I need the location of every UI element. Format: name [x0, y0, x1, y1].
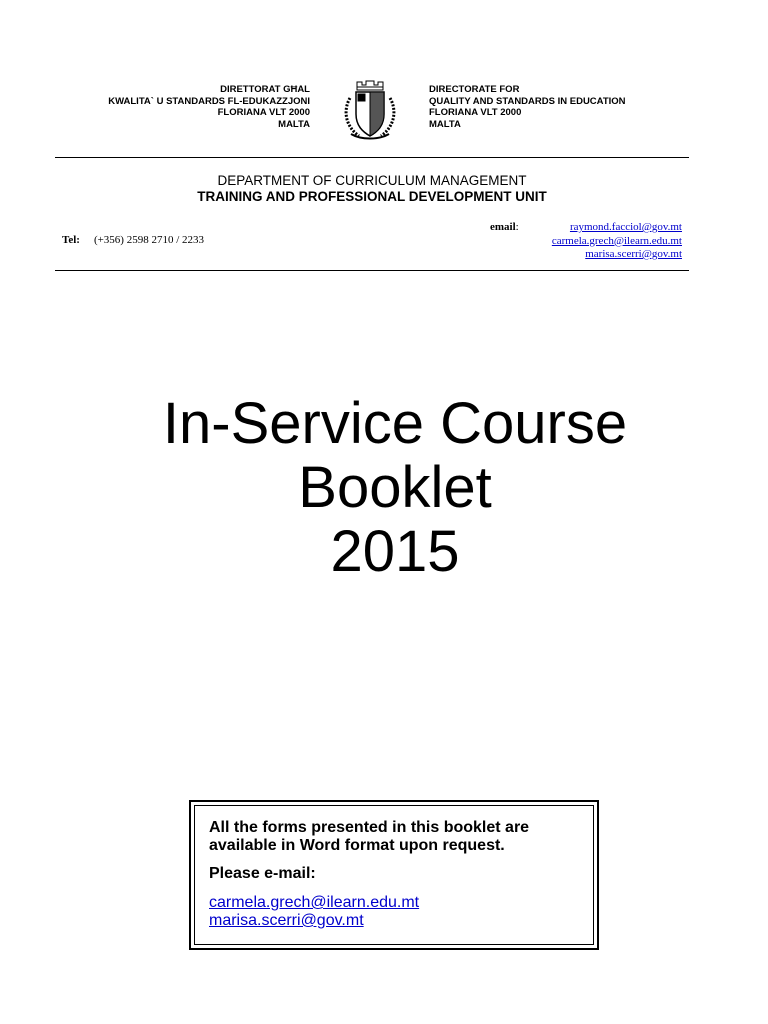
forms-notice-box — [189, 800, 599, 950]
department-name: DEPARTMENT OF CURRICULUM MANAGEMENT — [217, 173, 527, 188]
header-english-block — [429, 84, 729, 130]
email-link[interactable]: raymond.facciol@gov.mt — [569, 221, 682, 233]
header-divider — [55, 157, 689, 158]
notice-message: All the forms presented in this booklet are available in Word format upon request. — [209, 819, 530, 854]
header-english-line: QUALITY AND STANDARDS IN EDUCATION — [429, 95, 626, 107]
title-line: Booklet — [298, 455, 492, 520]
malta-coat-of-arms-icon — [337, 76, 403, 142]
title-year: 2015 — [330, 519, 460, 584]
department-block — [55, 173, 689, 205]
header-maltese-line: FLORIANA VLT 2000 — [217, 107, 310, 118]
email-link[interactable]: carmela.grech@ilearn.edu.mt — [551, 234, 682, 247]
header-maltese-block — [60, 84, 310, 130]
notice-email-link[interactable]: marisa.scerri@gov.mt — [209, 912, 364, 929]
header-english-line: DIRECTORATE FOR — [429, 84, 520, 95]
header-maltese-line: KWALITA` U STANDARDS FL-EDUKAZZJONI — [108, 95, 310, 107]
telephone — [62, 234, 204, 246]
email-label: email — [490, 221, 516, 233]
email-list — [552, 221, 682, 262]
title-line: In-Service Course — [162, 391, 628, 456]
header-maltese-line: MALTA — [278, 118, 310, 130]
email-link[interactable]: marisa.scerri@gov.mt — [585, 248, 682, 260]
email-label-wrap: email: — [490, 221, 519, 233]
contact-divider — [55, 270, 689, 271]
notice-text — [209, 819, 589, 883]
tel-value: (+356) 2598 2710 / 2233 — [93, 234, 205, 246]
header-english-line: FLORIANA VLT 2000 — [429, 107, 522, 118]
notice-prompt: Please e-mail: — [209, 865, 316, 882]
header-english-line: MALTA — [429, 118, 461, 130]
booklet-title — [0, 392, 768, 584]
unit-name: TRAINING AND PROFESSIONAL DEVELOPMENT UNIT — [197, 189, 547, 204]
notice-email-link[interactable]: carmela.grech@ilearn.edu.mt — [209, 894, 420, 911]
notice-emails — [209, 894, 419, 930]
tel-label: Tel: — [62, 234, 80, 246]
header-maltese-line: DIRETTORAT GĦAL — [220, 84, 310, 95]
